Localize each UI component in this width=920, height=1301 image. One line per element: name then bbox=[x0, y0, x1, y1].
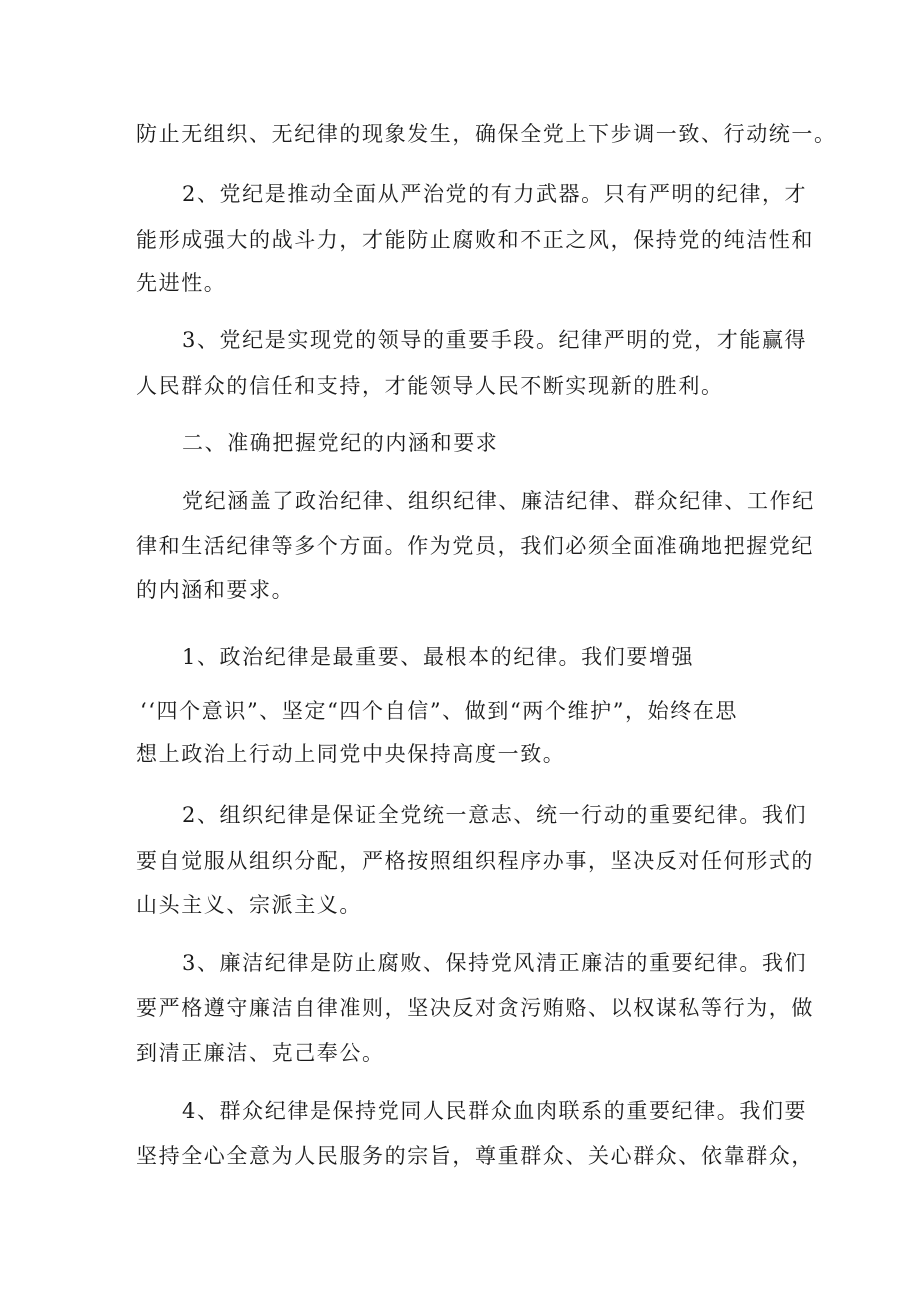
paragraph-line: 山头主义、宗派主义。 bbox=[136, 893, 362, 917]
paragraph-line: 3、党纪是实现党的领导的重要手段。纪律严明的党，才能赢得 bbox=[182, 328, 808, 352]
paragraph-line: 律和生活纪律等多个方面。作为党员，我们必须全面准确地把握党纪 bbox=[136, 534, 814, 558]
paragraph-line: 想上政治上行动上同党中央保持高度一致。 bbox=[136, 742, 566, 766]
paragraph-line: 防止无组织、无纪律的现象发生，确保全党上下步调一致、行动统一。 bbox=[136, 122, 837, 146]
paragraph-line: 到清正廉洁、克己奉公。 bbox=[136, 1041, 385, 1065]
paragraph-line: 4、群众纪律是保持党同人民群众血肉联系的重要纪律。我们要 bbox=[182, 1099, 808, 1123]
paragraph-line: 人民群众的信任和支持，才能领导人民不断实现新的胜利。 bbox=[136, 374, 724, 398]
section-heading: 二、准确把握党纪的内涵和要求 bbox=[182, 431, 499, 455]
paragraph-line: 的内涵和要求。 bbox=[136, 578, 295, 602]
paragraph-line: 先进性。 bbox=[136, 271, 227, 295]
paragraph-line: 2、党纪是推动全面从严治党的有力武器。只有严明的纪律，才 bbox=[182, 182, 808, 206]
paragraph-line: 坚持全心全意为人民服务的宗旨，尊重群众、关心群众、依靠群众， bbox=[136, 1144, 814, 1168]
paragraph-line: ‘‘四个意识”、坚定“四个自信”、做到“两个维护”，始终在思 bbox=[140, 699, 739, 723]
paragraph-line: 要自觉服从组织分配，严格按照组织程序办事，坚决反对任何形式的 bbox=[136, 849, 814, 873]
paragraph-line: 能形成强大的战斗力，才能防止腐败和不正之风，保持党的纯洁性和 bbox=[136, 228, 814, 252]
paragraph-line: 1、政治纪律是最重要、最根本的纪律。我们要增强 bbox=[182, 645, 695, 669]
paragraph-line: 要严格遵守廉洁自律准则，坚决反对贪污贿赂、以权谋私等行为，做 bbox=[136, 996, 814, 1020]
paragraph-line: 党纪涵盖了政治纪律、组织纪律、廉洁纪律、群众纪律、工作纪 bbox=[182, 489, 815, 513]
paragraph-line: 3、廉洁纪律是防止腐败、保持党风清正廉洁的重要纪律。我们 bbox=[182, 951, 808, 975]
paragraph-line: 2、组织纪律是保证全党统一意志、统一行动的重要纪律。我们 bbox=[182, 803, 808, 827]
